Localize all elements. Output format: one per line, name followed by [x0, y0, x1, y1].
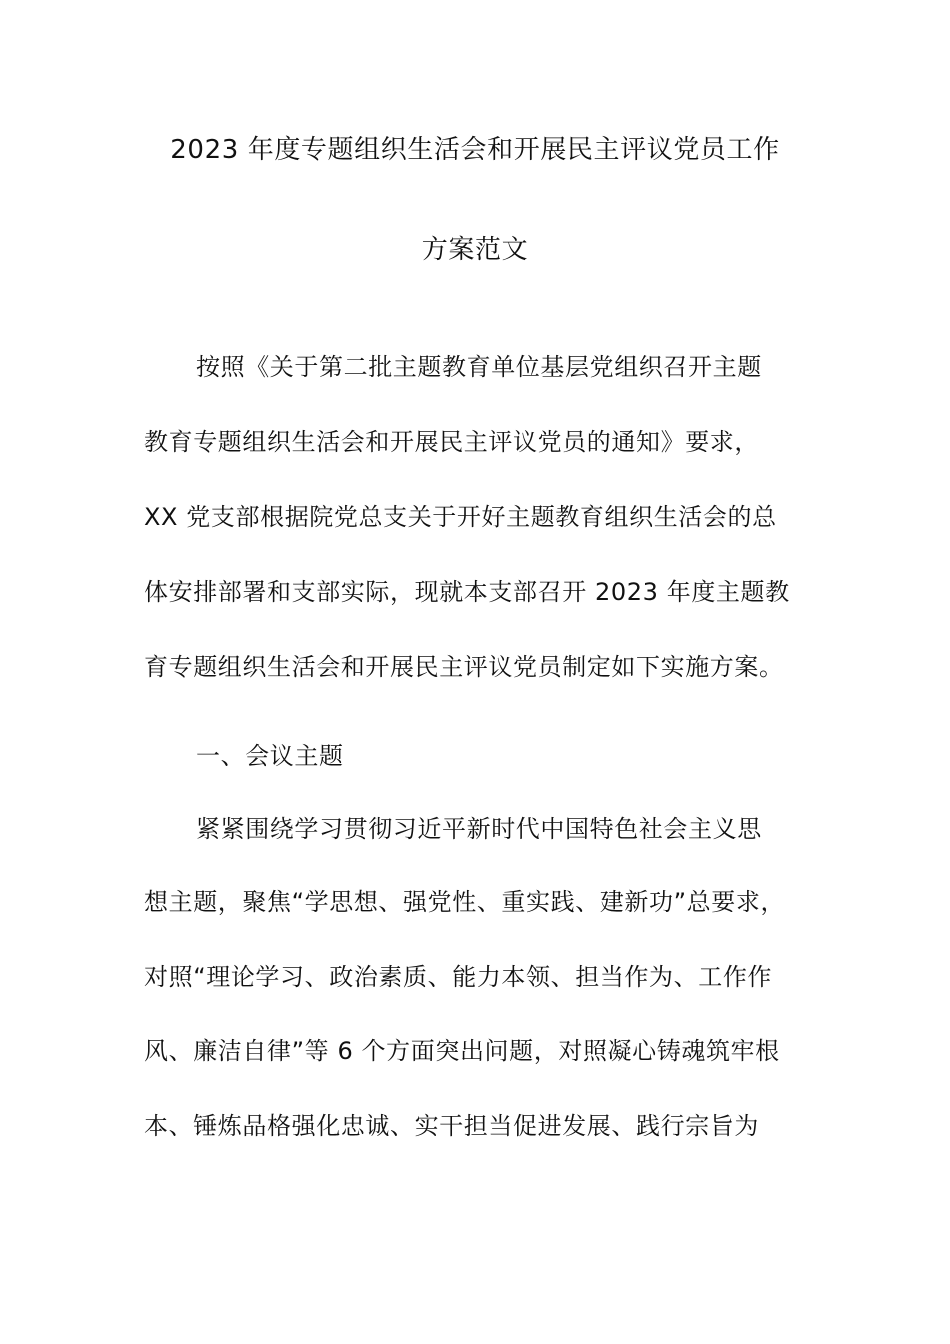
section-1-line-2: 想主题，聚焦“学思想、强党性、重实践、建新功”总要求，	[144, 888, 786, 916]
section-1-line-1: 紧紧围绕学习贯彻习近平新时代中国特色社会主义思	[196, 815, 762, 843]
document-title-line-1: 2023 年度专题组织生活会和开展民主评议党员工作	[170, 135, 780, 165]
intro-line-2: 教育专题组织生活会和开展民主评议党员的通知》要求，	[144, 428, 759, 456]
intro-line-5: 育专题组织生活会和开展民主评议党员制定如下实施方案。	[144, 653, 784, 681]
intro-line-1: 按照《关于第二批主题教育单位基层党组织召开主题	[196, 353, 762, 381]
section-1-heading: 一、会议主题	[196, 742, 344, 770]
section-1-line-3: 对照“理论学习、政治素质、能力本领、担当作为、工作作	[144, 963, 773, 991]
section-1-line-4: 风、廉洁自律”等 6 个方面突出问题，对照凝心铸魂筑牢根	[144, 1037, 780, 1065]
section-1-line-5: 本、锤炼品格强化忠诚、实干担当促进发展、践行宗旨为	[144, 1112, 759, 1140]
intro-line-4: 体安排部署和支部实际，现就本支部召开 2023 年度主题教	[144, 578, 790, 606]
intro-line-3: XX 党支部根据院党总支关于开好主题教育组织生活会的总	[144, 503, 777, 531]
document-title-line-2: 方案范文	[421, 235, 529, 265]
